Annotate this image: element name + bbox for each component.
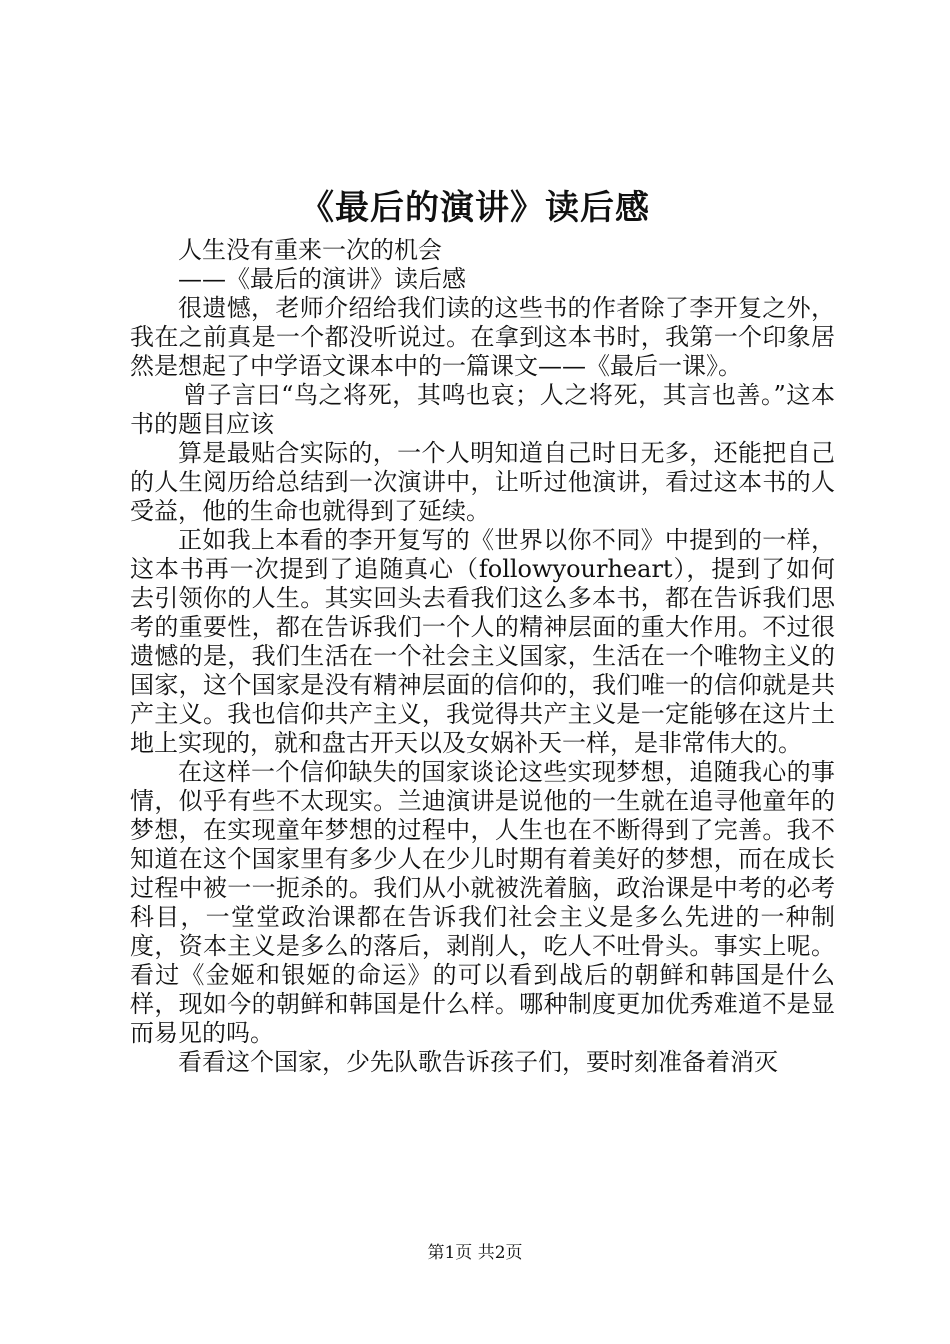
paragraph: 在这样一个信仰缺失的国家谈论这些实现梦想，追随我心的事情，似乎有些不太现实。兰迪演讲是说他的一生就在追寻他童年的梦想，在实现童年梦想的过程中，人生也在不断得到了完善。我不知道在这个国家里有多少人在少儿时期有着美好的梦想，而在成长过程中被一一扼杀的。我们从小就被洗着脑，政治课是中考的必考科目，一堂堂政治课都在告诉我们社会主义是多么先进的一种制度，资本主义是多么的落后，剥削人，吃人不吐骨头。事实上呢。看过《金姬和银姬的命运》的可以看到战后的朝鲜和韩国是什么样，现如今的朝鲜和韩国是什么样。哪种制度更加优秀难道不是显而易见的吗。 (130, 758, 835, 1047)
paragraph: 算是最贴合实际的，一个人明知道自己时日无多，还能把自己的人生阅历给总结到一次演讲中，让听过他演讲，看过这本书的人受益，他的生命也就得到了延续。 (130, 439, 835, 525)
subtitle-dash-line: ——《最后的演讲》读后感 (178, 265, 466, 293)
paragraph: 很遗憾，老师介绍给我们读的这些书的作者除了李开复之外，我在之前真是一个都没听说过。在拿到这本书时，我第一个印象居然是想起了中学语文课本中的一篇课文——《最后一课》。 (130, 294, 835, 380)
page-footer: 第1页 共2页 (427, 1243, 523, 1263)
document-body (130, 236, 835, 1077)
paragraph: 正如我上本看的李开复写的《世界以你不同》中提到的一样，这本书再一次提到了追随真心（followyourheart），提到了如何去引领你的人生。其实回头去看我们这么多本书，都在告诉我们思考的重要性，都在告诉我们一个人的精神层面的重大作用。不过很遗憾的是，我们生活在一个社会主义国家，生活在一个唯物主义的国家，这个国家是没有精神层面的信仰的，我们唯一的信仰就是共产主义。我也信仰共产主义，我觉得共产主义是一定能够在这片土地上实现的，就和盘古开天以及女娲补天一样，是非常伟大的。 (130, 526, 835, 757)
document-title: 《最后的演讲》读后感 (300, 188, 650, 228)
paragraph: 曾子言曰“鸟之将死，其鸣也哀；人之将死，其言也善。”这本书的题目应该 (130, 381, 835, 438)
paragraph: 看看这个国家，少先队歌告诉孩子们，要时刻准备着消灭 (178, 1048, 778, 1076)
subtitle-line: 人生没有重来一次的机会 (178, 236, 442, 264)
